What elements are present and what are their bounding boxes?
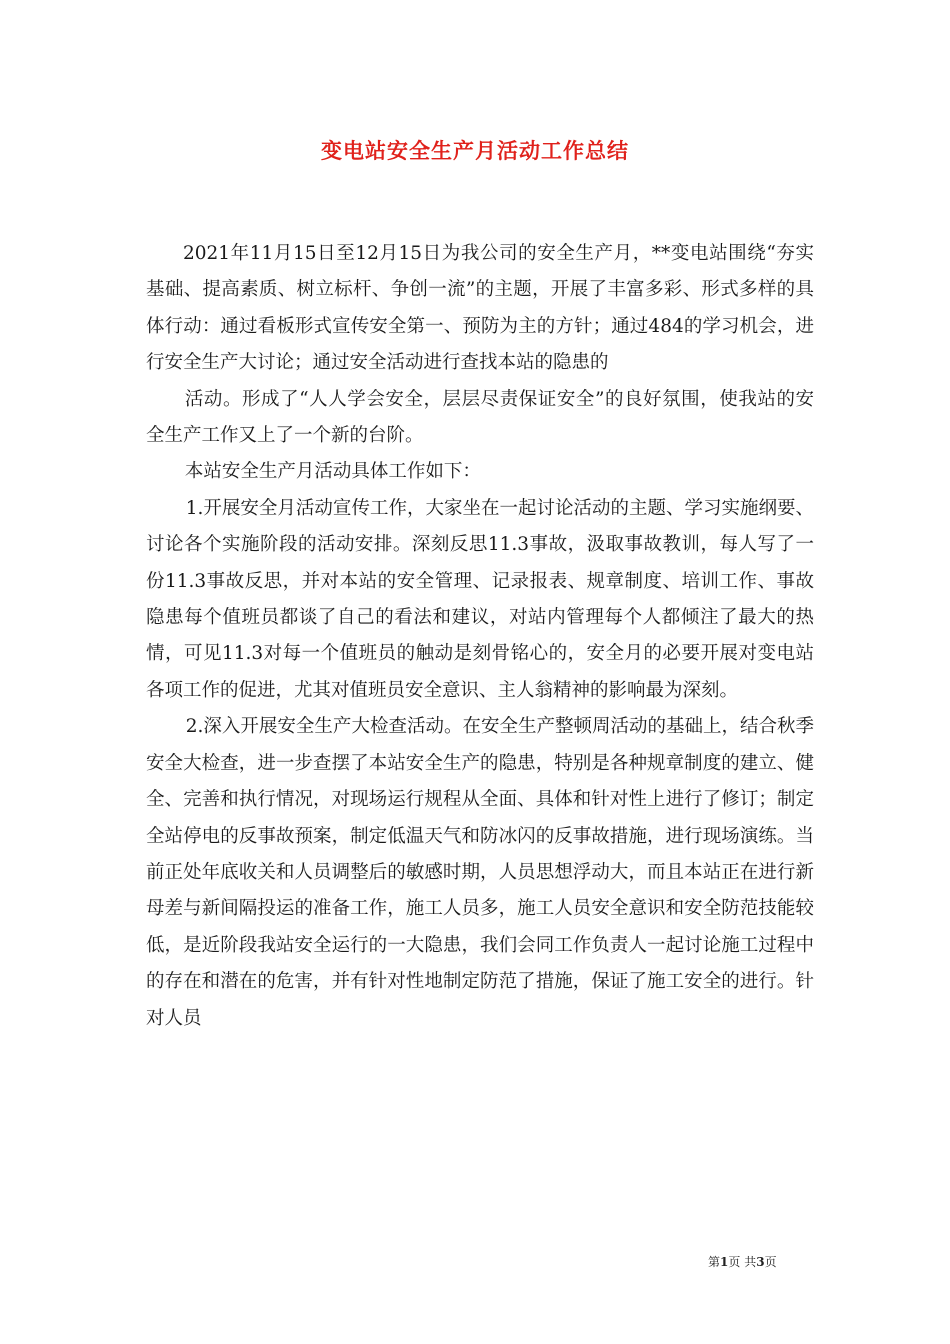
paragraph-intro: 2021年11月15日至12月15日为我公司的安全生产月，**变电站围绕“夯实基础、提高素质、树立标杆、争创一流”的主题，开展了丰富多彩、形式多样的具体行动：通过看板形式宣传安全第一、预防为主的方针；通过484的学习机会，进行安全生产大讨论；通过安全活动进行查找本站的隐患的 [146,243,814,374]
footer-suffix: 页 [764,1255,777,1269]
page-footer [708,1254,777,1270]
paragraph-work-list-heading: 本站安全生产月活动具体工作如下： [184,461,481,483]
paragraph-item-1: 1.开展安全月活动宣传工作，大家坐在一起讨论活动的主题、学习实施纲要、讨论各个实施阶段的活动安排。深刻反思11.3事故，汲取事故教训，每人写了一份11.3事故反思，并对本站的安全管理、记录报表、规章制度、培训工作、事故隐患每个值班员都谈了自己的看法和建议，对站内管理每个人都倾注了最大的热情，可见11.3对每一个值班员的触动是刻骨铭心的，安全月的必要开展对变电站各项工作的促进，尤其对值班员安全意识、主人翁精神的影响最为深刻。 [146,497,814,701]
paragraph-atmosphere: 活动。形成了“人人学会安全，层层尽责保证安全”的良好氛围，使我站的安全生产工作又上了一个新的台阶。 [146,388,814,447]
footer-middle: 页 共 [728,1255,757,1269]
document-body [146,236,814,1037]
footer-total-pages: 3 [756,1255,765,1269]
footer-prefix: 第 [708,1255,721,1269]
document-title: 变电站安全生产月活动工作总结 [321,139,629,163]
footer-page-number: 1 [720,1255,729,1269]
paragraph-item-2: 2.深入开展安全生产大检查活动。在安全生产整顿周活动的基础上，结合秋季安全大检查，进一步查摆了本站安全生产的隐患，特别是各种规章制度的建立、健全、完善和执行情况，对现场运行规程从全面、具体和针对性上进行了修订；制定全站停电的反事故预案，制定低温天气和防冰闪的反事故措施，进行现场演练。当前正处年底收关和人员调整后的敏感时期，人员思想浮动大，而且本站正在进行新母差与新间隔投运的准备工作，施工人员多，施工人员安全意识和安全防范技能较低，是近阶段我站安全运行的一大隐患，我们会同工作负责人一起讨论施工过程中的存在和潜在的危害，并有针对性地制定防范了措施，保证了施工安全的进行。针对人员 [146,716,814,1029]
